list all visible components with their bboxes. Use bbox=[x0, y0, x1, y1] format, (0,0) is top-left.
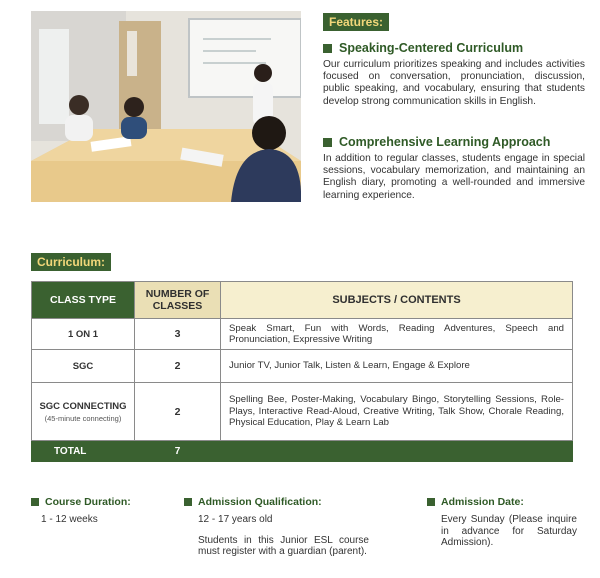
feature-comprehensive-learning bbox=[323, 135, 585, 202]
feature-title: Comprehensive Learning Approach bbox=[339, 135, 551, 149]
table-row bbox=[32, 383, 573, 441]
subjects-cell: Junior TV, Junior Talk, Listen & Learn, Engage & Explore bbox=[221, 350, 573, 383]
feature-title: Speaking-Centered Curriculum bbox=[339, 41, 524, 55]
class-type-note: (45-minute connecting) bbox=[44, 413, 122, 423]
feature-description: In addition to regular classes, students engage in special sessions, vocabulary memorization, and maintaining an English diary, promoting a well-rounded and immersive learning experience. bbox=[323, 153, 585, 201]
course-duration-title: Course Duration: bbox=[45, 496, 131, 508]
header-subjects: SUBJECTS / CONTENTS bbox=[221, 282, 573, 319]
admission-qualification bbox=[184, 496, 384, 558]
admission-date-value: Every Sunday (Please inquire in advance for Saturday Admission). bbox=[441, 514, 577, 548]
admission-date bbox=[427, 496, 577, 549]
feature-speaking-centered bbox=[323, 41, 585, 108]
bullet-square-icon bbox=[184, 498, 192, 506]
total-value: 7 bbox=[135, 441, 221, 462]
admission-guardian-note: Students in this Junior ESL course must register with a guardian (parent). bbox=[198, 534, 369, 557]
class-type-cell bbox=[32, 383, 135, 441]
bullet-square-icon bbox=[427, 498, 435, 506]
class-count-cell: 2 bbox=[135, 350, 221, 383]
subjects-cell: Speak Smart, Fun with Words, Reading Adventures, Speech and Pronunciation, Expressive Writing bbox=[221, 319, 573, 350]
subjects-cell: Spelling Bee, Poster-Making, Vocabulary Bingo, Storytelling Sessions, Role-Plays, Interactive Read-Aloud, Creative Writing, Talk Show, Chorale Reading, Physical Education, Play & Learn Lab bbox=[221, 383, 573, 441]
curriculum-table bbox=[31, 281, 573, 462]
class-count-cell: 2 bbox=[135, 383, 221, 441]
admission-date-title: Admission Date: bbox=[441, 496, 524, 508]
bullet-square-icon bbox=[323, 44, 332, 53]
total-label: TOTAL bbox=[32, 441, 135, 462]
bullet-square-icon bbox=[323, 138, 332, 147]
admission-qualification-title: Admission Qualification: bbox=[198, 496, 322, 508]
header-class-type: CLASS TYPE bbox=[32, 282, 135, 319]
features-label: Features: bbox=[323, 13, 389, 31]
curriculum-label: Curriculum: bbox=[31, 253, 111, 271]
header-number-of-classes: NUMBER OF CLASSES bbox=[135, 282, 221, 319]
class-count-cell: 3 bbox=[135, 319, 221, 350]
table-total-row bbox=[32, 441, 573, 462]
class-type-cell: 1 ON 1 bbox=[32, 319, 135, 350]
feature-description: Our curriculum prioritizes speaking and includes activities focused on conversation, pronunciation, discussion, public speaking, and vocabulary, ensuring that students develop strong communication skills in English. bbox=[323, 59, 585, 107]
classroom-photo bbox=[31, 11, 301, 202]
course-duration bbox=[31, 496, 161, 526]
table-header-row bbox=[32, 282, 573, 319]
class-type-cell: SGC bbox=[32, 350, 135, 383]
total-empty-cell bbox=[221, 441, 573, 462]
course-duration-value: 1 - 12 weeks bbox=[41, 514, 98, 525]
bullet-square-icon bbox=[31, 498, 39, 506]
admission-age: 12 - 17 years old bbox=[198, 514, 273, 525]
table-row bbox=[32, 319, 573, 350]
class-type-label: SGC CONNECTING bbox=[39, 400, 127, 412]
table-row bbox=[32, 350, 573, 383]
